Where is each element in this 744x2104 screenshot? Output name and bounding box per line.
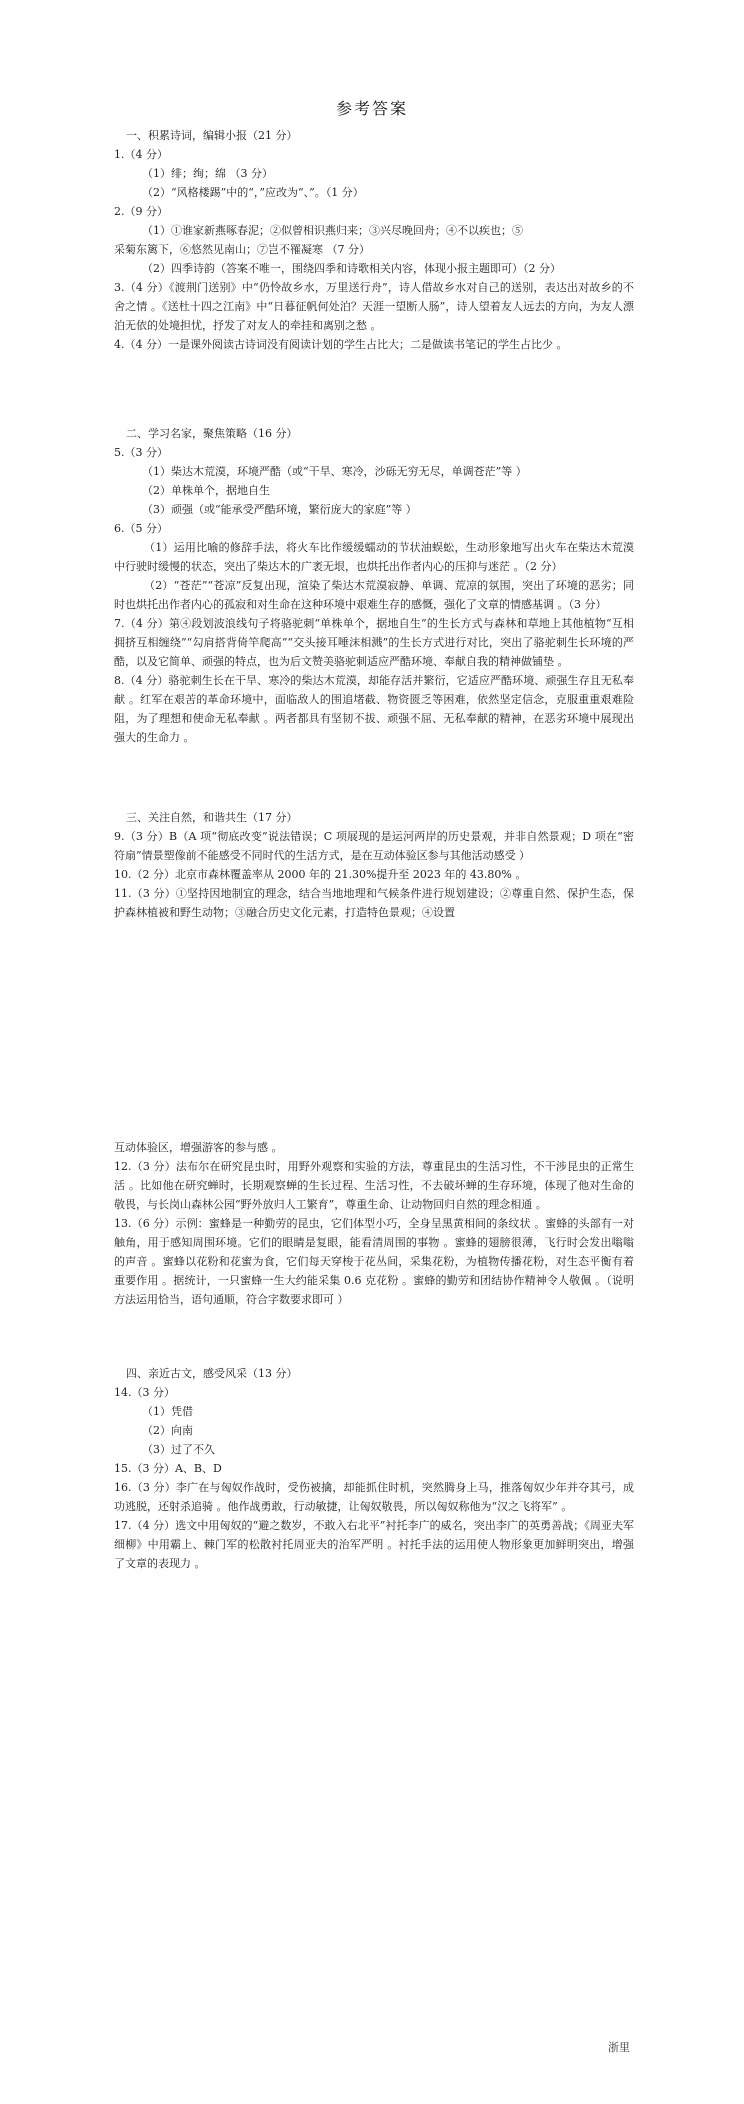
q2-number: 2.（9 分） — [114, 205, 168, 218]
section-4 — [114, 1364, 634, 1573]
section-1 — [114, 126, 634, 354]
q16-answer: 16.（3 分）李广在与匈奴作战时，受伤被擒，却能抓住时机，突然腾身上马，推落匈奴少年并夺其弓，成功逃脱，还射杀追骑 。他作战勇敢，行动敏捷，让匈奴敬畏，所以匈奴称他为“汉之飞将军” 。 — [114, 1481, 634, 1513]
q17-answer: 17.（4 分）选文中用匈奴的“避之数岁，不敢入右北平”衬托李广的威名，突出李广的英勇善战；《周亚夫军细柳》中用霸上、棘门军的松散衬托周亚夫的治军严明 。衬托手法的运用使人物形象更加鲜明突出，增强了文章的表现力 。 — [114, 1519, 634, 1570]
corner-label: 浙里 — [608, 2041, 630, 2054]
q5-number: 5.（3 分） — [114, 446, 168, 459]
section-2-heading: 二、学习名家，聚焦策略（16 分） — [126, 427, 298, 440]
section-3-continued — [114, 1138, 634, 1309]
section-3 — [114, 808, 634, 922]
q9-answer: 9.（3 分）B（A 项“彻底改变”说法错误；C 项展现的是运河两岸的历史景观，并非自然景观；D 项在“密符扇”情景塑像前不能感受不同时代的生活方式，是在互动体验区参与其他活动感受 ） — [114, 830, 634, 862]
q14-answer-2: （2）向南 — [142, 1424, 193, 1437]
q8-answer: 8.（4 分）骆驼刺生长在干旱、寒冷的柴达木荒漠，却能存活并繁衍，它适应严酷环境、顽强生存且无私奉献 。红军在艰苦的革命环境中，面临敌人的围追堵截、物资匮乏等困难，依然坚定信念，克服重重艰难险阻，为了理想和使命无私奉献 。两者都具有坚韧不拔、顽强不屈、无私奉献的精神，在恶劣环境中展现出强大的生命力 。 — [114, 674, 634, 744]
section-3-heading: 三、关注自然，和谐共生（17 分） — [126, 811, 298, 824]
q14-answer-3: （3）过了不久 — [142, 1443, 215, 1456]
q11-answer-part-2: 互动体验区，增强游客的参与感 。 — [114, 1141, 283, 1154]
q7-answer: 7.（4 分）第④段划波浪线句子将骆驼刺“单株单个，据地自生”的生长方式与森林和草地上其他植物“互相拥挤互相缠绕”“勾肩搭背倚竿爬高”“交头接耳唾沫相溅”的生长方式进行对比，突出了骆驼刺生长环境的严酷，以及它简单、顽强的特点，也为后文赞美骆驼刺适应严酷环境、奉献自我的精神做铺垫 。 — [114, 617, 634, 668]
q5-answer-1: （1）柴达木荒漠，环境严酷（或“干旱、寒冷，沙砾无穷无尽，单调苍茫”等 ） — [142, 465, 527, 478]
q13-answer: 13.（6 分）示例：蜜蜂是一种勤劳的昆虫，它们体型小巧，全身呈黑黄相间的条纹状 。蜜蜂的头部有一对触角，用于感知周围环境。它们的眼睛是复眼，能看清周围的事物 。蜜蜂的翅膀很薄，飞行时会发出嗡嗡的声音 。蜜蜂以花粉和花蜜为食，它们每天穿梭于花丛间，采集花粉，为植物传播花粉，对生态平衡有着重要作用 。据统计，一只蜜蜂一生大约能采集 0.6 克花粉 。蜜蜂的勤劳和团结协作精神令人敬佩 。（说明方法运用恰当，语句通顺，符合字数要求即可 ） — [114, 1217, 634, 1306]
q14-answer-1: （1）凭借 — [142, 1405, 193, 1418]
q6-answer-2: （2）“苍茫”“苍凉”反复出现，渲染了柴达木荒漠寂静、单调、荒凉的氛围，突出了环境的恶劣；同时也烘托出作者内心的孤寂和对生命在这种环境中艰难生存的感慨，强化了文章的情感基调 。（3 分） — [114, 579, 634, 611]
q1-answer-1: （1）绯；绚；绵 （3 分） — [142, 167, 273, 180]
q1-number: 1.（4 分） — [114, 148, 168, 161]
q2-answer-2: （2）四季诗韵（答案不唯一，围绕四季和诗歌相关内容，体现小报主题即可）（2 分） — [142, 262, 561, 275]
q5-answer-3: （3）顽强（或“能承受严酷环境，繁衍庞大的家庭”等 ） — [142, 503, 417, 516]
q10-answer: 10.（2 分）北京市森林覆盖率从 2000 年的 21.30%提升至 2023 年的 43.80% 。 — [114, 868, 527, 881]
q14-number: 14.（3 分） — [114, 1386, 175, 1399]
q6-answer-1: （1）运用比喻的修辞手法，将火车比作缓缓蠕动的节状油蜈蚣，生动形象地写出火车在柴达木荒漠中行驶时缓慢的状态，突出了柴达木的广袤无垠，也烘托出作者内心的压抑与迷茫 。（2 分） — [114, 541, 634, 573]
q11-answer-part-1: 11.（3 分）①坚持因地制宜的理念，结合当地地理和气候条件进行规划建设；②尊重自然、保护生态，保护森林植被和野生动物；③融合历史文化元素，打造特色景观；④设置 — [114, 887, 634, 919]
q15-answer: 15.（3 分）A、B、D — [114, 1462, 222, 1475]
q5-answer-2: （2）单株单个，据地自生 — [142, 484, 270, 497]
q2-answer-1-line-1: （1）①谁家新燕啄春泥；②似曾相识燕归来；③兴尽晚回舟；④不以疾也；⑤ — [142, 224, 523, 237]
section-4-heading: 四、亲近古文，感受风采（13 分） — [126, 1367, 298, 1380]
q6-number: 6.（5 分） — [114, 522, 168, 535]
q2-answer-1-line-2: 采菊东篱下，⑥悠然见南山；⑦岂不罹凝寒 （7 分） — [114, 243, 370, 256]
q1-answer-2: （2）“风格楼踢”中的“，”应改为“、”。（1 分） — [142, 186, 364, 199]
q3-answer: 3.（4 分）《渡荆门送别》中“仍怜故乡水，万里送行舟”，诗人借故乡水对自己的送别，表达出对故乡的不舍之情 。《送杜十四之江南》中“日暮征帆何处泊？天涯一望断人肠”，诗人望着友人远去的方向，为友人漂泊无依的处境担忧，抒发了对友人的牵挂和离别之愁 。 — [114, 281, 634, 332]
q12-answer: 12.（3 分）法布尔在研究昆虫时，用野外观察和实验的方法，尊重昆虫的生活习性，不干涉昆虫的正常生活 。比如他在研究蝉时，长期观察蝉的生长过程、生活习性，不去破坏蝉的生存环境，体现了他对生命的敬畏，与长岗山森林公园“野外放归人工繁育”，尊重生命、让动物回归自然的理念相通 。 — [114, 1160, 634, 1211]
section-1-heading: 一、积累诗词，编辑小报（21 分） — [126, 129, 298, 142]
q4-answer: 4.（4 分）一是课外阅读古诗词没有阅读计划的学生占比大；二是做读书笔记的学生占比少 。 — [114, 338, 568, 351]
page-title: 参考答案 — [335, 99, 408, 118]
section-2 — [114, 424, 634, 747]
